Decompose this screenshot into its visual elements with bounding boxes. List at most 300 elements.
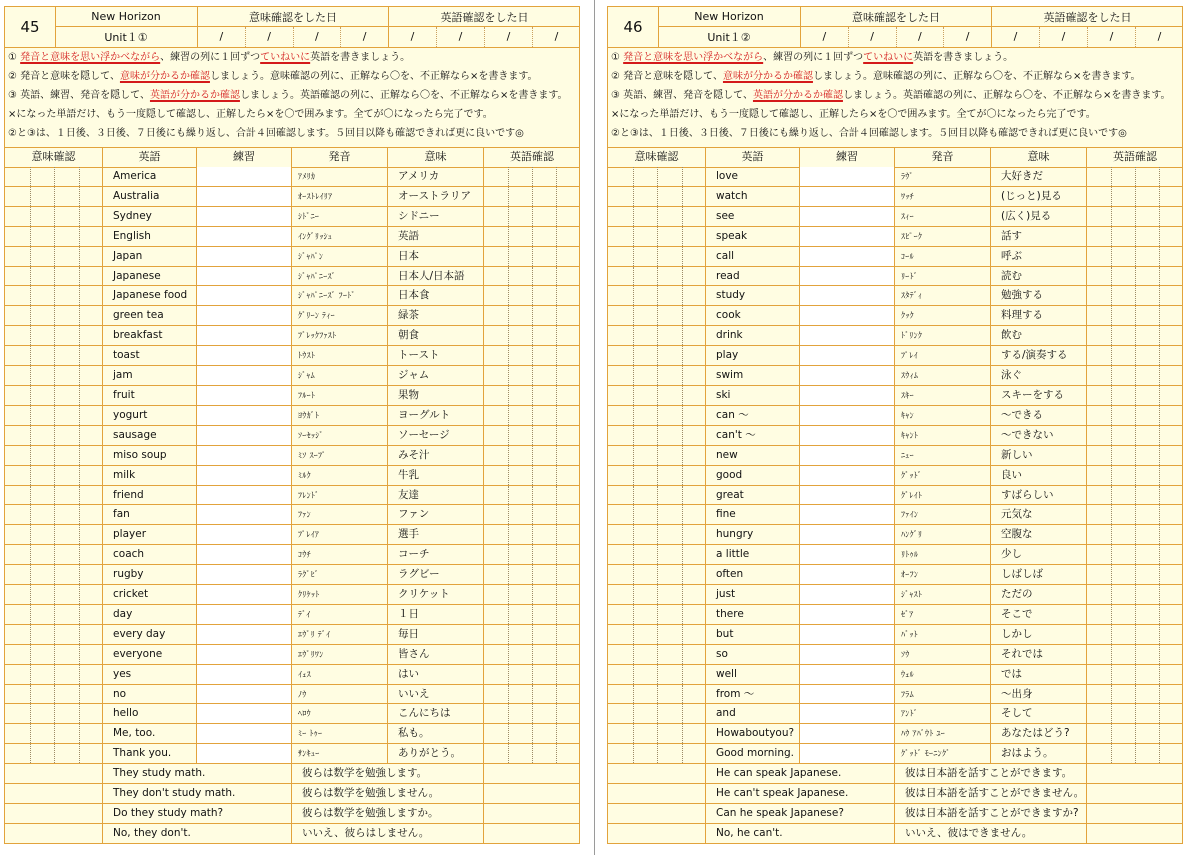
check-divider xyxy=(532,744,533,763)
pronunciation-cell: ｷｬﾝﾄ xyxy=(895,426,991,445)
table-row xyxy=(608,406,1182,426)
practice-cell[interactable] xyxy=(197,346,292,365)
english-check-date-fields[interactable] xyxy=(389,27,580,48)
check-divider xyxy=(1135,704,1136,723)
meaning-cell: ただの xyxy=(991,585,1087,604)
english-cell: but xyxy=(706,625,800,644)
practice-cell[interactable] xyxy=(800,247,895,266)
check-divider xyxy=(30,466,31,485)
check-divider xyxy=(633,247,634,266)
check-divider xyxy=(79,286,80,305)
check-divider xyxy=(54,744,55,763)
practice-cell[interactable] xyxy=(197,645,292,664)
meaning-cell: 勉強する xyxy=(991,286,1087,305)
sentence-blank-cell xyxy=(1087,764,1183,783)
check-divider xyxy=(54,505,55,524)
check-divider xyxy=(508,486,509,505)
check-divider xyxy=(54,286,55,305)
check-divider xyxy=(508,744,509,763)
date-slash: / xyxy=(1157,30,1162,43)
pronunciation-cell: ﾘｰﾄﾞ xyxy=(895,267,991,286)
practice-cell[interactable] xyxy=(197,306,292,325)
practice-cell[interactable] xyxy=(197,426,292,445)
practice-cell[interactable] xyxy=(197,486,292,505)
practice-cell[interactable] xyxy=(800,386,895,405)
check-divider xyxy=(54,486,55,505)
check-divider xyxy=(1159,565,1160,584)
english-cell: a little xyxy=(706,545,800,564)
meaning-cell: ファン xyxy=(388,505,484,524)
check-divider xyxy=(633,406,634,425)
practice-cell[interactable] xyxy=(800,605,895,624)
english-cell: study xyxy=(706,286,800,305)
meaning-check-date-fields[interactable] xyxy=(198,27,389,48)
check-divider xyxy=(30,565,31,584)
check-divider xyxy=(633,286,634,305)
check-divider xyxy=(532,426,533,445)
check-divider xyxy=(54,227,55,246)
meaning-cell: クリケット xyxy=(388,585,484,604)
check-divider xyxy=(1159,187,1160,206)
check-divider xyxy=(1135,605,1136,624)
check-divider xyxy=(30,605,31,624)
meaning-cell: ありがとう。 xyxy=(388,744,484,763)
table-row xyxy=(608,505,1182,525)
english-cell: Me, too. xyxy=(103,724,197,743)
check-divider xyxy=(54,167,55,186)
practice-cell[interactable] xyxy=(197,326,292,345)
check-divider xyxy=(1135,187,1136,206)
practice-cell[interactable] xyxy=(197,565,292,584)
table-row xyxy=(608,744,1182,764)
check-divider xyxy=(54,685,55,704)
sentence-blank-cell xyxy=(5,784,103,803)
practice-cell[interactable] xyxy=(197,286,292,305)
check-divider xyxy=(1159,446,1160,465)
meaning-cell: スキーをする xyxy=(991,386,1087,405)
practice-cell[interactable] xyxy=(800,406,895,425)
pronunciation-cell: ｸﾞﾘｰﾝ ﾃｨｰ xyxy=(292,306,388,325)
check-divider xyxy=(556,565,557,584)
practice-cell[interactable] xyxy=(197,187,292,206)
sentence-blank-cell xyxy=(484,764,580,783)
meaning-cell: 呼ぶ xyxy=(991,247,1087,266)
table-row xyxy=(608,585,1182,605)
table-row xyxy=(608,545,1182,565)
check-divider xyxy=(1111,685,1112,704)
check-divider xyxy=(1135,585,1136,604)
check-divider xyxy=(54,207,55,226)
check-divider xyxy=(1111,326,1112,345)
table-row xyxy=(608,685,1182,705)
check-divider xyxy=(1159,346,1160,365)
pronunciation-cell: ﾗｳﾞ xyxy=(895,167,991,186)
check-divider xyxy=(532,187,533,206)
pronunciation-cell: ｱﾝﾄﾞ xyxy=(895,704,991,723)
pronunciation-cell: ｸﾞﾚｲﾄ xyxy=(895,486,991,505)
english-cell: breakfast xyxy=(103,326,197,345)
check-divider xyxy=(508,386,509,405)
meaning-cell: はい xyxy=(388,665,484,684)
meaning-cell: おはよう。 xyxy=(991,744,1087,763)
check-divider xyxy=(532,207,533,226)
english-cell: America xyxy=(103,167,197,186)
check-divider xyxy=(682,605,683,624)
practice-cell[interactable] xyxy=(800,466,895,485)
practice-cell[interactable] xyxy=(800,505,895,524)
practice-cell[interactable] xyxy=(800,306,895,325)
sentence-japanese: いいえ、彼はできません。 xyxy=(895,824,1087,843)
english-cell: green tea xyxy=(103,306,197,325)
practice-cell[interactable] xyxy=(800,585,895,604)
english-check-date-fields[interactable] xyxy=(992,27,1183,48)
practice-cell[interactable] xyxy=(197,267,292,286)
table-row xyxy=(5,605,579,625)
pronunciation-cell: ﾗｸﾞﾋﾞ xyxy=(292,565,388,584)
meaning-cell: あなたはどう? xyxy=(991,724,1087,743)
check-divider xyxy=(54,645,55,664)
check-divider xyxy=(30,665,31,684)
check-divider xyxy=(633,665,634,684)
check-divider xyxy=(508,267,509,286)
practice-cell[interactable] xyxy=(197,724,292,743)
check-divider xyxy=(54,386,55,405)
english-cell: cricket xyxy=(103,585,197,604)
check-divider xyxy=(682,486,683,505)
check-divider xyxy=(682,446,683,465)
check-divider xyxy=(508,545,509,564)
pronunciation-cell: ﾖｳｶﾞﾄ xyxy=(292,406,388,425)
check-divider xyxy=(633,306,634,325)
check-divider xyxy=(1111,585,1112,604)
practice-cell[interactable] xyxy=(800,286,895,305)
check-divider xyxy=(1159,625,1160,644)
pronunciation-cell: ﾌﾟﾚｲｱ xyxy=(292,525,388,544)
col-meaning: 意味 xyxy=(991,147,1087,167)
practice-cell[interactable] xyxy=(800,167,895,186)
check-divider xyxy=(532,645,533,664)
meaning-cell: 日本 xyxy=(388,247,484,266)
check-divider xyxy=(657,227,658,246)
english-cell: and xyxy=(706,704,800,723)
practice-cell[interactable] xyxy=(197,386,292,405)
sentence-english: No, they don't. xyxy=(103,824,292,843)
english-cell: can ～ xyxy=(706,406,800,425)
practice-cell[interactable] xyxy=(800,346,895,365)
check-divider xyxy=(508,286,509,305)
check-divider xyxy=(30,386,31,405)
practice-cell[interactable] xyxy=(800,486,895,505)
pronunciation-cell: ｽｷｰ xyxy=(895,386,991,405)
check-divider xyxy=(633,446,634,465)
practice-cell[interactable] xyxy=(800,545,895,564)
check-divider xyxy=(633,744,634,763)
practice-cell[interactable] xyxy=(197,744,292,763)
practice-cell[interactable] xyxy=(800,724,895,743)
check-divider xyxy=(633,466,634,485)
col-meaning-check: 意味確認 xyxy=(608,147,706,167)
check-divider xyxy=(54,326,55,345)
practice-cell[interactable] xyxy=(800,665,895,684)
pronunciation-cell: ﾌﾙｰﾄ xyxy=(292,386,388,405)
table-row xyxy=(608,605,1182,625)
table-row xyxy=(608,346,1182,366)
english-cell: Sydney xyxy=(103,207,197,226)
check-divider xyxy=(54,525,55,544)
table-row xyxy=(608,466,1182,486)
table-row xyxy=(5,685,579,705)
check-divider xyxy=(1135,386,1136,405)
pronunciation-cell: ｽｨｰ xyxy=(895,207,991,226)
practice-cell[interactable] xyxy=(800,625,895,644)
check-divider xyxy=(682,565,683,584)
check-divider xyxy=(30,167,31,186)
check-divider xyxy=(556,704,557,723)
meaning-cell: 牛乳 xyxy=(388,466,484,485)
english-cell: play xyxy=(706,346,800,365)
practice-cell[interactable] xyxy=(197,505,292,524)
meaning-cell: 空腹な xyxy=(991,525,1087,544)
check-divider xyxy=(508,466,509,485)
meaning-cell: 元気な xyxy=(991,505,1087,524)
table-row xyxy=(5,187,579,207)
meaning-check-date-fields[interactable] xyxy=(801,27,992,48)
english-cell: player xyxy=(103,525,197,544)
check-divider xyxy=(508,406,509,425)
practice-cell[interactable] xyxy=(197,366,292,385)
practice-cell[interactable] xyxy=(197,247,292,266)
table-row xyxy=(5,306,579,326)
table-row xyxy=(608,665,1182,685)
pronunciation-cell: ｼﾞｬﾊﾟﾝ xyxy=(292,247,388,266)
check-divider xyxy=(556,207,557,226)
pronunciation-cell: ﾌﾟﾚｲ xyxy=(895,346,991,365)
sentence-row xyxy=(5,804,579,824)
table-row xyxy=(5,227,579,247)
check-divider xyxy=(556,247,557,266)
check-divider xyxy=(532,167,533,186)
meaning-cell: する/演奏する xyxy=(991,346,1087,365)
practice-cell[interactable] xyxy=(800,207,895,226)
practice-cell[interactable] xyxy=(800,525,895,544)
check-divider xyxy=(657,585,658,604)
check-divider xyxy=(532,286,533,305)
check-divider xyxy=(682,286,683,305)
date-slash: / xyxy=(485,27,533,47)
table-row xyxy=(5,645,579,665)
practice-cell[interactable] xyxy=(197,605,292,624)
practice-cell[interactable] xyxy=(800,267,895,286)
meaning-cell: ソーセージ xyxy=(388,426,484,445)
check-divider xyxy=(508,645,509,664)
table-row xyxy=(608,724,1182,744)
check-divider xyxy=(532,227,533,246)
english-cell: yes xyxy=(103,665,197,684)
english-cell: just xyxy=(706,585,800,604)
check-divider xyxy=(30,585,31,604)
pronunciation-cell: ｺｰﾙ xyxy=(895,247,991,266)
english-cell: hello xyxy=(103,704,197,723)
table-row xyxy=(608,286,1182,306)
check-divider xyxy=(682,306,683,325)
check-divider xyxy=(30,247,31,266)
practice-cell[interactable] xyxy=(800,187,895,206)
meaning-cell: 朝食 xyxy=(388,326,484,345)
practice-cell[interactable] xyxy=(197,227,292,246)
check-divider xyxy=(79,167,80,186)
practice-cell[interactable] xyxy=(800,685,895,704)
practice-cell[interactable] xyxy=(800,227,895,246)
check-divider xyxy=(682,366,683,385)
check-divider xyxy=(633,724,634,743)
practice-cell[interactable] xyxy=(800,366,895,385)
sentence-row xyxy=(5,824,579,844)
practice-cell[interactable] xyxy=(800,326,895,345)
check-divider xyxy=(1159,306,1160,325)
meaning-cell: コーチ xyxy=(388,545,484,564)
check-divider xyxy=(1135,406,1136,425)
check-divider xyxy=(508,306,509,325)
table-row xyxy=(608,207,1182,227)
col-english: 英語 xyxy=(706,147,800,167)
english-cell: Thank you. xyxy=(103,744,197,763)
check-divider xyxy=(633,525,634,544)
practice-cell[interactable] xyxy=(800,565,895,584)
col-practice: 練習 xyxy=(800,147,895,167)
check-divider xyxy=(30,346,31,365)
practice-cell[interactable] xyxy=(800,744,895,763)
meaning-cell: 英語 xyxy=(388,227,484,246)
check-divider xyxy=(1111,386,1112,405)
check-divider xyxy=(657,744,658,763)
check-divider xyxy=(508,665,509,684)
table-row xyxy=(608,486,1182,506)
practice-cell[interactable] xyxy=(197,625,292,644)
table-row xyxy=(608,187,1182,207)
practice-cell[interactable] xyxy=(197,167,292,186)
check-divider xyxy=(657,426,658,445)
check-divider xyxy=(532,505,533,524)
check-divider xyxy=(1111,446,1112,465)
pronunciation-cell: ｼﾄﾞﾆｰ xyxy=(292,207,388,226)
check-divider xyxy=(54,665,55,684)
date-slash: / xyxy=(992,27,1040,47)
english-cell: well xyxy=(706,665,800,684)
check-divider xyxy=(1159,585,1160,604)
english-cell: great xyxy=(706,486,800,505)
check-divider xyxy=(79,724,80,743)
check-divider xyxy=(1159,525,1160,544)
check-divider xyxy=(633,227,634,246)
page-divider xyxy=(594,0,595,855)
check-divider xyxy=(508,167,509,186)
check-divider xyxy=(633,167,634,186)
check-divider xyxy=(1159,545,1160,564)
check-divider xyxy=(54,366,55,385)
check-divider xyxy=(1111,486,1112,505)
practice-cell[interactable] xyxy=(197,665,292,684)
meaning-cell: 緑茶 xyxy=(388,306,484,325)
meaning-cell: そして xyxy=(991,704,1087,723)
check-divider xyxy=(30,545,31,564)
english-cell: friend xyxy=(103,486,197,505)
check-divider xyxy=(633,187,634,206)
check-divider xyxy=(633,625,634,644)
practice-cell[interactable] xyxy=(800,426,895,445)
pronunciation-cell: ﾃﾞｲ xyxy=(292,605,388,624)
table-row xyxy=(5,346,579,366)
practice-cell[interactable] xyxy=(197,406,292,425)
check-divider xyxy=(1159,685,1160,704)
check-divider xyxy=(1159,665,1160,684)
check-divider xyxy=(54,605,55,624)
check-divider xyxy=(1159,207,1160,226)
pronunciation-cell: ｱﾒﾘｶ xyxy=(292,167,388,186)
check-divider xyxy=(532,346,533,365)
check-divider xyxy=(79,665,80,684)
check-divider xyxy=(30,486,31,505)
check-divider xyxy=(532,525,533,544)
check-divider xyxy=(633,565,634,584)
meaning-cell: いいえ xyxy=(388,685,484,704)
practice-cell[interactable] xyxy=(800,446,895,465)
check-divider xyxy=(682,625,683,644)
check-divider xyxy=(508,366,509,385)
practice-cell[interactable] xyxy=(197,685,292,704)
check-divider xyxy=(54,625,55,644)
table-row xyxy=(5,744,579,764)
practice-cell[interactable] xyxy=(197,525,292,544)
check-divider xyxy=(556,446,557,465)
practice-cell[interactable] xyxy=(197,207,292,226)
table-header xyxy=(608,147,1182,168)
check-divider xyxy=(556,306,557,325)
practice-cell[interactable] xyxy=(197,446,292,465)
pronunciation-cell: ｸﾘｹｯﾄ xyxy=(292,585,388,604)
practice-cell[interactable] xyxy=(197,466,292,485)
meaning-cell: しばしば xyxy=(991,565,1087,584)
practice-cell[interactable] xyxy=(800,704,895,723)
practice-cell[interactable] xyxy=(197,585,292,604)
check-divider xyxy=(30,326,31,345)
sentence-row xyxy=(608,804,1182,824)
check-divider xyxy=(682,704,683,723)
sentence-english: Can he speak Japanese? xyxy=(706,804,895,823)
check-divider xyxy=(54,426,55,445)
sentence-japanese: 彼らは数学を勉強しません。 xyxy=(292,784,484,803)
sentence-blank-cell xyxy=(5,804,103,823)
table-row xyxy=(5,406,579,426)
instruction-1: ① 発音と意味を思い浮かべながら、練習の列に１回ずつていねいに英語を書きましょう。 xyxy=(8,52,411,63)
english-cell: sausage xyxy=(103,426,197,445)
table-row xyxy=(5,625,579,645)
worksheet-right xyxy=(607,6,1183,844)
check-divider xyxy=(79,247,80,266)
check-divider xyxy=(556,286,557,305)
english-cell: miso soup xyxy=(103,446,197,465)
english-cell: often xyxy=(706,565,800,584)
col-english-check: 英語確認 xyxy=(1113,150,1157,163)
check-divider xyxy=(1135,267,1136,286)
english-cell: Howaboutyou? xyxy=(706,724,800,743)
sentence-english: He can speak Japanese. xyxy=(706,764,895,783)
practice-cell[interactable] xyxy=(197,704,292,723)
check-divider xyxy=(508,326,509,345)
practice-cell[interactable] xyxy=(800,645,895,664)
meaning-cell: 皆さん xyxy=(388,645,484,664)
practice-cell[interactable] xyxy=(197,545,292,564)
check-divider xyxy=(682,724,683,743)
